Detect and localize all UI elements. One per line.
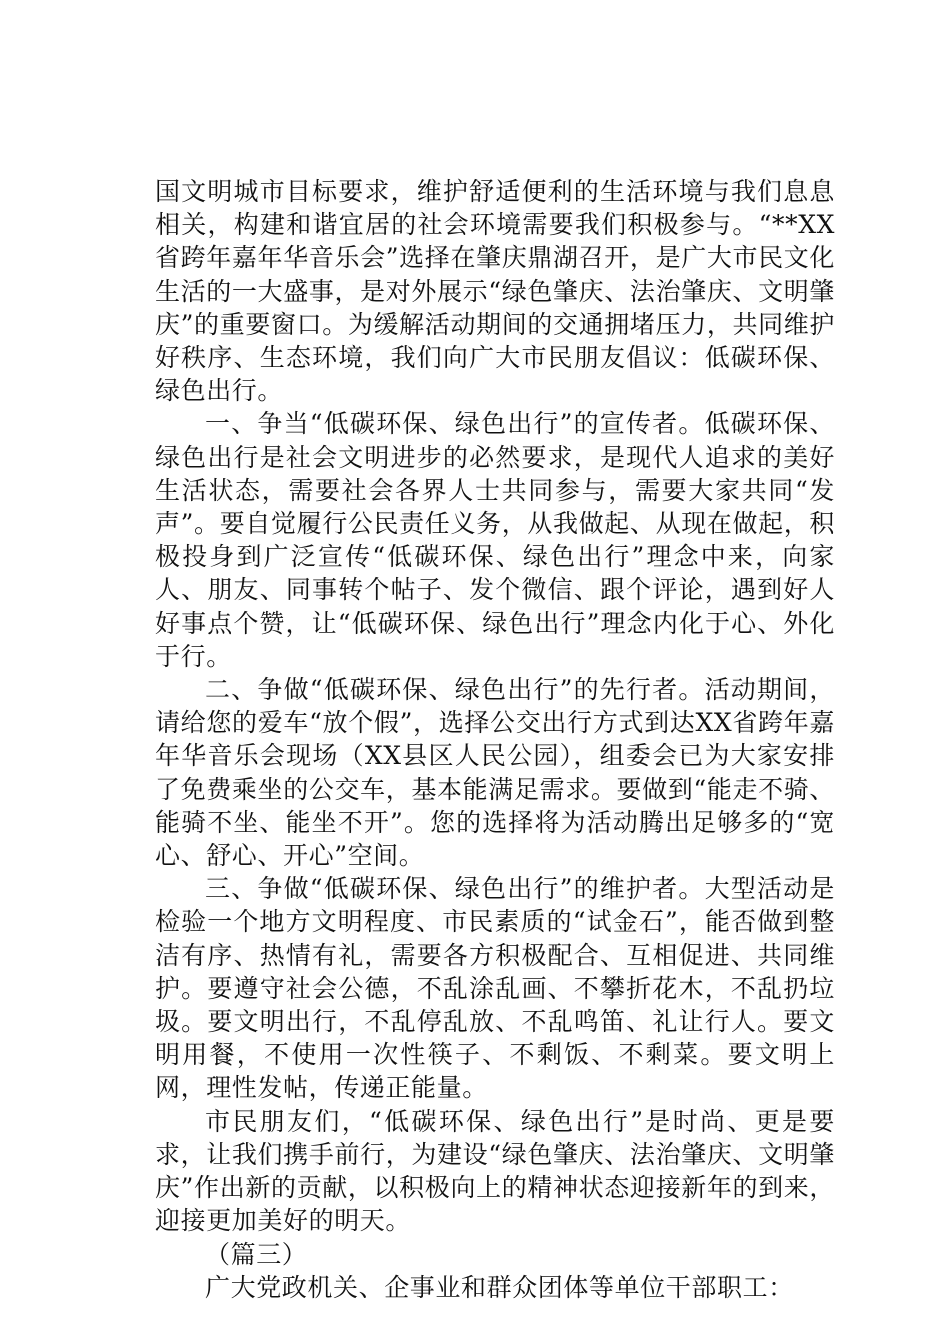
salutation-line: 广大党政机关、企事业和群众团体等单位干部职工： — [205, 1272, 794, 1302]
document-body — [155, 175, 835, 1304]
body-paragraph-closing: 市民朋友们，“低碳环保、绿色出行”是时尚、更是要求，让我们携手前行，为建设“绿色肇庆、法治肇庆、文明肇庆”作出新的贡献，以积极向上的精神状态迎接新年的到来，迎接更加美好的明天。 — [155, 1106, 835, 1236]
body-paragraph-two-pioneer: 二、争做“低碳环保、绿色出行”的先行者。活动期间，请给您的爱车“放个假”，选择公交出行方式到达XX省跨年嘉年华音乐会现场（XX县区人民公园），组委会已为大家安排了免费乘坐的公交车，基本能满足需求。要做到“能走不骑、能骑不坐、能坐不开”。您的选择将为活动腾出足够多的“宽心、舒心、开心”空间。 — [155, 675, 835, 871]
section-heading-part-three: （篇三） — [205, 1239, 308, 1269]
body-paragraph-continued: 国文明城市目标要求，维护舒适便利的生活环境与我们息息相关，构建和谐宜居的社会环境需要我们积极参与。“**XX省跨年嘉年华音乐会”选择在肇庆鼎湖召开，是广大市民文化生活的一大盛事，是对外展示“绿色肇庆、法治肇庆、文明肇庆”的重要窗口。为缓解活动期间的交通拥堵压力，共同维护好秩序、生态环境，我们向广大市民朋友倡议：低碳环保、绿色出行。 — [155, 177, 835, 406]
body-paragraph-one-advocate: 一、争当“低碳环保、绿色出行”的宣传者。低碳环保、绿色出行是社会文明进步的必然要求，是现代人追求的美好生活状态，需要社会各界人士共同参与，需要大家共同“发声”。要自觉履行公民责任义务，从我做起、从现在做起，积极投身到广泛宣传“低碳环保、绿色出行”理念中来，向家人、朋友、同事转个帖子、发个微信、跟个评论，遇到好人好事点个赞，让“低碳环保、绿色出行”理念内化于心、外化于行。 — [155, 409, 835, 671]
body-paragraph-three-guardian: 三、争做“低碳环保、绿色出行”的维护者。大型活动是检验一个地方文明程度、市民素质的“试金石”，能否做到整洁有序、热情有礼，需要各方积极配合、互相促进、共同维护。要遵守社会公德，不乱涂乱画、不攀折花木，不乱扔垃圾。要文明出行，不乱停乱放、不乱鸣笛、礼让行人。要文明用餐，不使用一次性筷子、不剩饭、不剩菜。要文明上网，理性发帖，传递正能量。 — [155, 874, 835, 1103]
